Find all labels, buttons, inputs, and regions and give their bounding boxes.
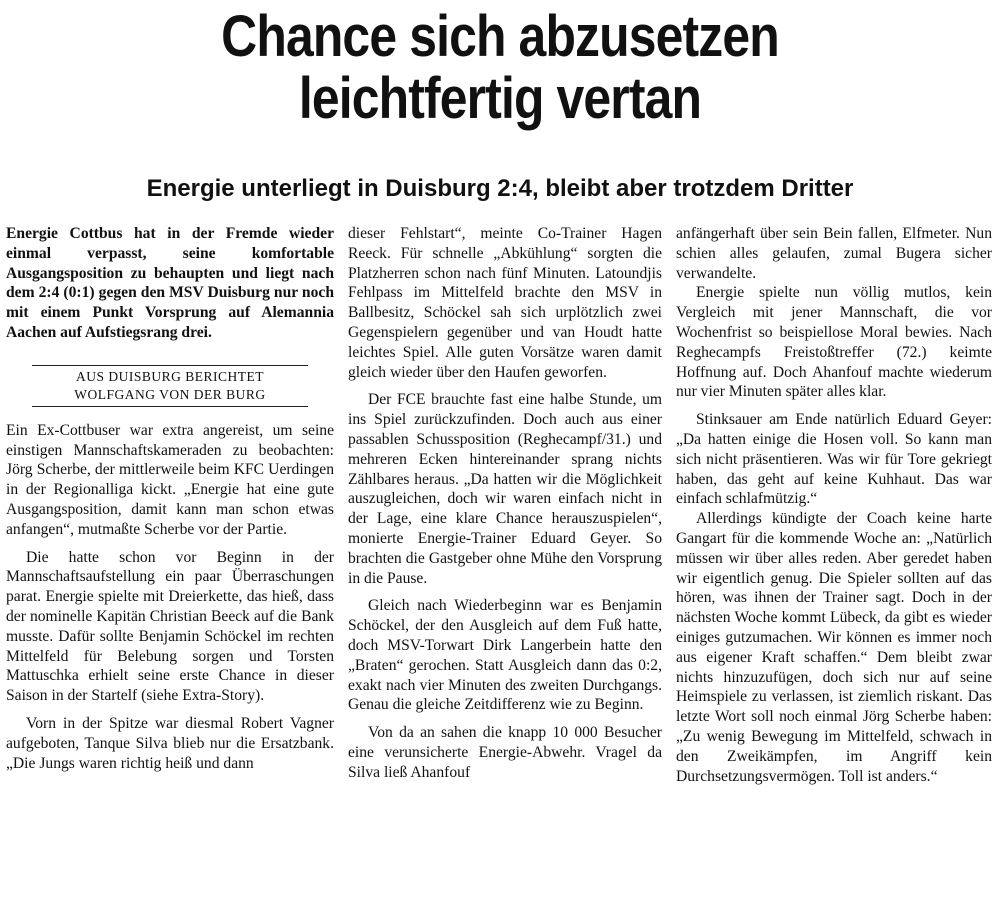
body-paragraph: Der FCE brauchte fast eine halbe Stunde, um ins Spiel zurückzufinden. Doch auch aus einer passablen Schussposition (Reghecampf/31.) und mehreren Ecken hintereinander sprang nichts Zählbares heraus. „Da hatten wir die Möglichkeit auszugleichen, doch wir waren einfach nicht in der Lage, eine klare Chance herauszuspielen“, monierte Energie-Trainer Eduard Geyer. So brachten die Gastgeber ohne Mühe den Vorsprung in die Pause. — [348, 391, 662, 587]
body-paragraph: Allerdings kündigte der Coach keine harte Gangart für die kommende Woche an: „Natürlich müssen wir über alles reden. Aber geredet haben wir eigentlich genug. Die Spieler sollten auf das hören, was ihnen der Trainer sagt. Doch in der nächsten Woche kommt Lübeck, da gibt es wieder einiges gutzumachen. Wir können es immer noch aus eigener Kraft schaffen.“ Dem bleibt zwar nichts hinzuzufügen, doch sich nur auf seine Heimspiele zu verlassen, ist ziemlich riskant. Das letzte Wort soll noch einmal Jörg Scherbe haben: „Zu wenig Bewegung im Mittelfeld, schwach in den Zweikämpfen, im Angriff kein Durchsetzungsvermögen. Toll ist anders.“ — [676, 510, 992, 785]
byline — [26, 368, 314, 404]
headline-line-2: leichtfertig vertan — [298, 66, 702, 131]
column-3 — [676, 224, 992, 786]
body-paragraph: Ein Ex-Cottbuser war extra angereist, um seine einstigen Mannschaftskameraden zu beobachten: Jörg Scherbe, der mittlerweile beim KFC Uerdingen in der Regionalliga kickt. „Energie hat eine gute Ausgangsposition, damit kann man schon etwas anfangen“, mutmaßte Scherbe vor der Partie. — [6, 421, 334, 538]
byline-rule-top — [32, 365, 308, 366]
body-paragraph: Von da an sahen die knapp 10 000 Besucher eine verunsicherte Energie-Abwehr. Vragel da Silva ließ Ahanfouf — [348, 724, 662, 781]
body-paragraph: Vorn in der Spitze war diesmal Robert Vagner aufgeboten, Tanque Silva blieb nur die Ersatzbank. „Die Jungs waren richtig heiß und dann — [6, 714, 334, 772]
byline-line-1: AUS DUISBURG BERICHTET — [75, 368, 264, 384]
headline-line-1: Chance sich abzusetzen — [221, 4, 779, 69]
lead-paragraph: Energie Cottbus hat in der Fremde wieder einmal verpasst, seine komfortable Ausgangsposition zu behaupten und liegt nach dem 2:4 (0:1) gegen den MSV Duisburg nur noch mit einem Punkt Vorsprung auf Alemannia Aachen auf Aufstiegsrang drei. — [6, 225, 334, 341]
byline-line-2: WOLFGANG VON DER BURG — [74, 386, 266, 402]
body-paragraph: anfängerhaft über sein Bein fallen, Elfmeter. Nun schien alles gelaufen, zumal Bugera sicher verwandelte. — [676, 225, 992, 282]
headline — [70, 6, 930, 130]
body-paragraph: Stinksauer am Ende natürlich Eduard Geyer: „Da hatten einige die Hosen voll. So kann man sich nicht präsentieren. Was wir für Tore gekriegt haben, das geht auf keine Kuhhaut. Das war einfach schlafmützig.“ — [676, 411, 992, 508]
column-1 — [6, 224, 334, 773]
body-paragraph: Die hatte schon vor Beginn in der Mannschaftsaufstellung ein paar Überraschungen parat. Energie spielte mit Dreierkette, das hieß, dass der nominelle Kapitän Christian Beeck auf die Bank musste. Dafür sollte Benjamin Schöckel im rechten Mittelfeld für Belebung sorgen und Torsten Mattuschka erhielt seine erste Chance in dieser Saison in der Startelf (siehe Extra-Story). — [6, 548, 334, 705]
byline-rule-bottom — [32, 406, 308, 407]
body-paragraph: dieser Fehlstart“, meinte Co-Trainer Hagen Reeck. Für schnelle „Abkühlung“ sorgten die Platzherren schon nach fünf Minuten. Latoundjis Fehlpass im Mittelfeld brachte den MSV in Ballbesitz, Schöckel sah sich urplötzlich zwei Gegenspielern gegenüber und van Houdt hatte leichtes Spiel. Alle guten Vorsätze waren damit gleich wieder über den Haufen geworfen. — [348, 225, 662, 381]
column-2 — [348, 224, 662, 783]
body-paragraph: Gleich nach Wiederbeginn war es Benjamin Schöckel, der den Ausgleich auf dem Fuß hatte, doch MSV-Torwart Dirk Langerbein hatte den „Braten“ gerochen. Statt Ausgleich dann das 0:2, exakt nach vier Minuten des zweiten Durchgangs. Genau die gleiche Zeitdifferenz wie zu Beginn. — [348, 597, 662, 714]
body-paragraph: Energie spielte nun völlig mutlos, kein Vergleich mit jener Mannschaft, die vor Wochenfrist so beispiellose Moral bewies. Nach Reghecampfs Freistoßtreffer (72.) keimte Hoffnung auf. Doch Ahanfouf machte wiederum nur vier Minuten später alles klar. — [676, 284, 992, 401]
subheadline: Energie unterliegt in Duisburg 2:4, bleibt aber trotzdem Dritter — [146, 175, 854, 202]
